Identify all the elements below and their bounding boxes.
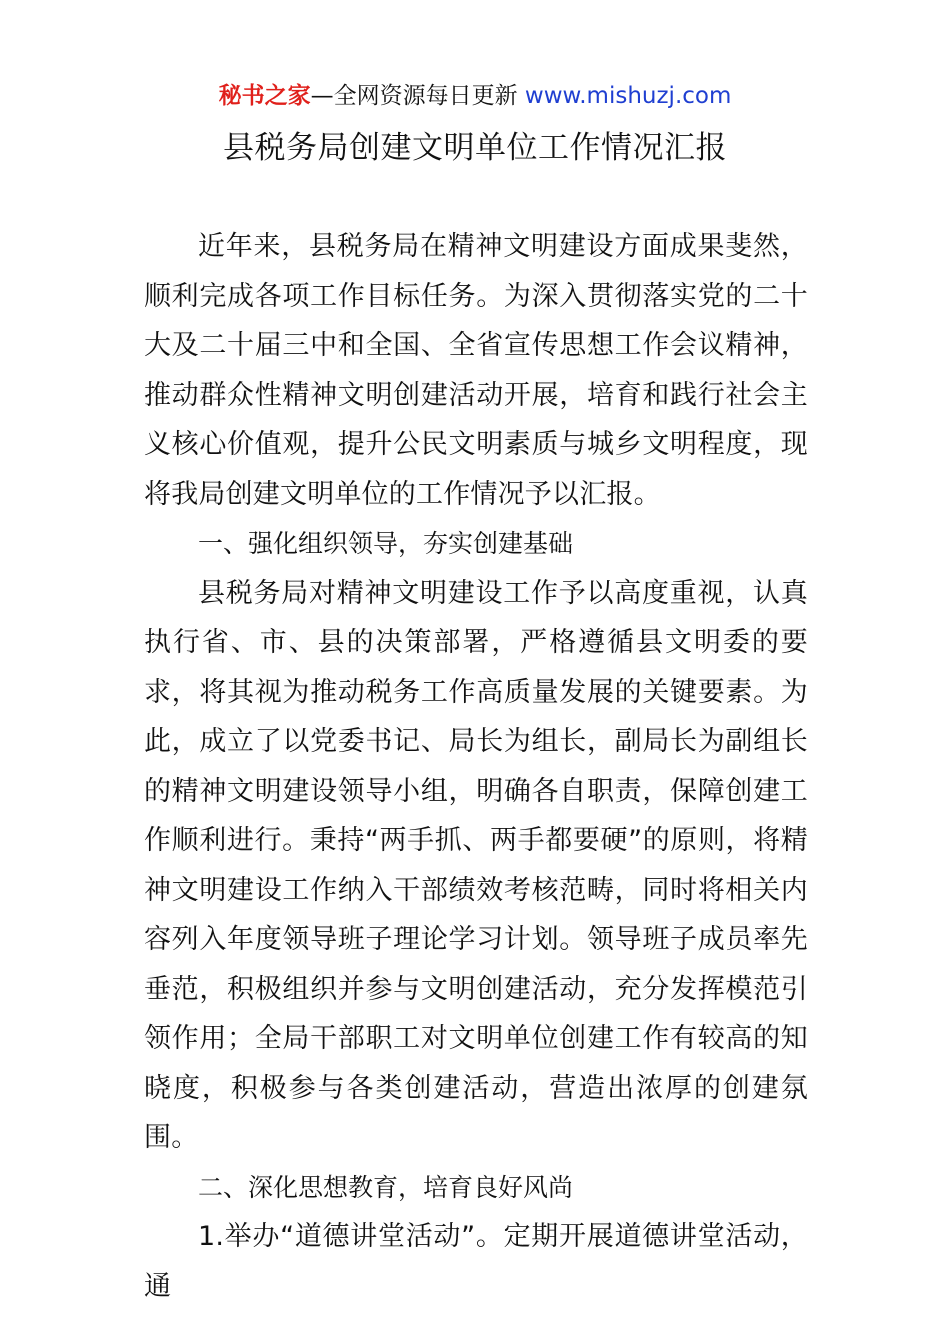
section-1-heading: 一、强化组织领导，夯实创建基础 (198, 529, 574, 558)
section-2-heading: 二、深化思想教育，培育良好风尚 (198, 1172, 574, 1202)
brand-name: 秘书之家 (218, 83, 311, 109)
document-body (144, 222, 808, 1311)
intro-paragraph: 近年来，县税务局在精神文明建设方面成果斐然，顺利完成各项工作目标任务。为深入贯彻落实党的二十大及二十届三中和全国、全省宣传思想工作会议精神，推动群众性精神文明创建活动开展，培育和践行社会主义核心价值观，提升公民文明素质与城乡文明程度，现将我局创建文明单位的工作情况予以汇报。 (144, 231, 808, 510)
site-url-link[interactable]: www.mishuzj.com (524, 83, 732, 109)
document-title: 县税务局创建文明单位工作情况汇报 (223, 130, 727, 166)
site-slogan: —全网资源每日更新 (310, 83, 518, 109)
section-2-item-1: 1.举办“道德讲堂活动”。定期开展道德讲堂活动，通 (144, 1221, 808, 1302)
section-1-paragraph: 县税务局对精神文明建设工作予以高度重视，认真执行省、市、县的决策部署，严格遵循县文明委的要求，将其视为推动税务工作高质量发展的关键要素。为此，成立了以党委书记、局长为组长，副局长为副组长的精神文明建设领导小组，明确各自职责，保障创建工作顺利进行。秉持“两手抓、两手都要硬”的原则，将精神文明建设工作纳入干部绩效考核范畴，同时将相关内容列入年度领导班子理论学习计划。领导班子成员率先垂范，积极组织并参与文明创建活动，充分发挥模范引领作用；全局干部职工对文明单位创建工作有较高的知晓度，积极参与各类创建活动，营造出浓厚的创建氛围。 (144, 577, 808, 1153)
site-header (0, 80, 950, 112)
